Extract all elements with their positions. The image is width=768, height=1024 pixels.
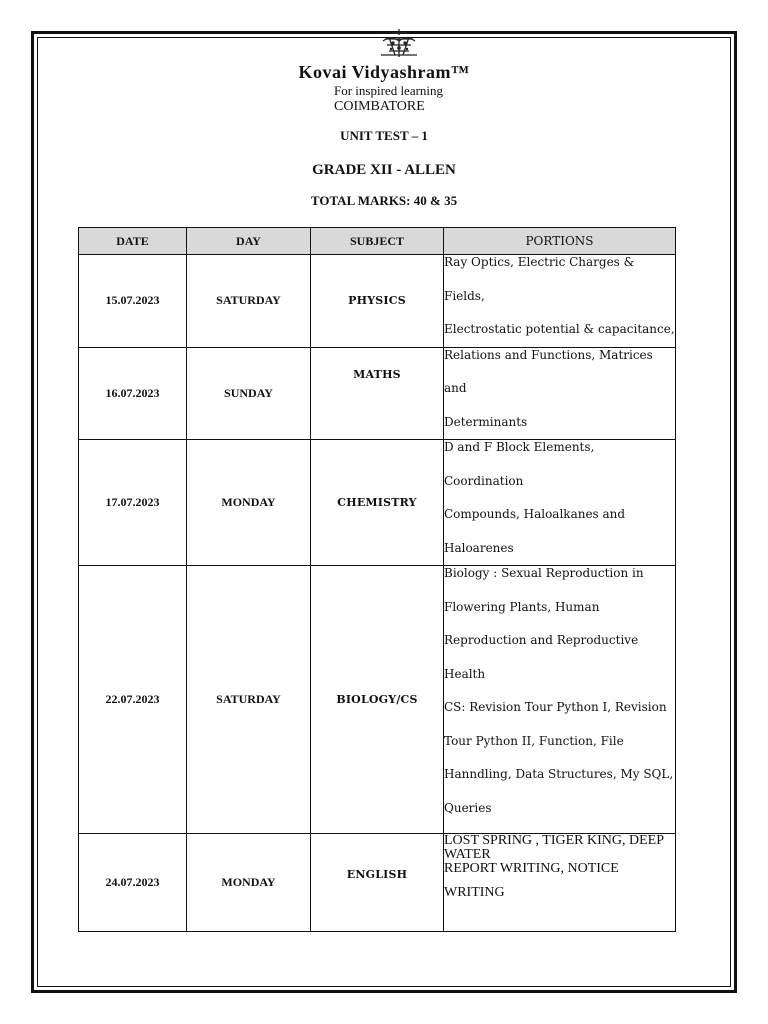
row-day: MONDAY	[187, 834, 311, 932]
portion-line: CS: Revision Tour Python I, Revision	[444, 700, 667, 714]
portion-line: Determinants	[444, 414, 528, 429]
row-day: MONDAY	[187, 440, 311, 566]
portion-line: WATER	[444, 847, 491, 862]
total-marks: TOTAL MARKS: 40 & 35	[310, 193, 458, 208]
row-day: SATURDAY	[187, 255, 311, 348]
row-portions	[444, 440, 676, 566]
table-row	[79, 566, 676, 834]
row-day: SUNDAY	[187, 347, 311, 440]
portion-line: Queries	[444, 800, 492, 815]
column-header-day: DAY	[187, 228, 311, 255]
row-subject: MATHS	[311, 347, 444, 440]
row-portions	[444, 347, 676, 440]
portion-line: Biology : Sexual Reproduction in	[444, 566, 644, 580]
row-date: 15.07.2023	[79, 255, 187, 348]
school-name: Kovai Vidyashram™	[298, 62, 470, 82]
portion-line: REPORT WRITING, NOTICE	[444, 861, 619, 876]
row-subject: BIOLOGY/CS	[311, 566, 444, 834]
table-row	[79, 834, 676, 932]
portion-line: Health	[444, 666, 486, 681]
test-title: UNIT TEST – 1	[340, 128, 428, 143]
column-header-subject: SUBJECT	[311, 228, 444, 255]
row-portions	[444, 255, 676, 348]
table-row	[79, 347, 676, 440]
school-city: COIMBATORE	[334, 99, 425, 114]
table-row	[79, 255, 676, 348]
school-tagline: For inspired learning	[334, 83, 444, 98]
portion-line: Compounds, Haloalkanes and	[444, 507, 626, 521]
portion-line: Ray Optics, Electric Charges & Fields,	[444, 255, 635, 303]
portion-line: Haloarenes	[444, 540, 514, 555]
portion-line: Relations and Functions, Matrices and	[444, 347, 653, 395]
row-date: 24.07.2023	[79, 834, 187, 932]
portion-line: Flowering Plants, Human	[444, 599, 600, 614]
grade-title: GRADE XII - ALLEN	[312, 162, 456, 178]
row-subject: PHYSICS	[311, 255, 444, 348]
column-header-portions: PORTIONS	[444, 228, 676, 255]
row-date: 17.07.2023	[79, 440, 187, 566]
portion-line: Reproduction and Reproductive	[444, 633, 639, 647]
table-row	[79, 440, 676, 566]
row-subject: ENGLISH	[311, 834, 444, 932]
row-portions	[444, 566, 676, 834]
exam-schedule-table	[78, 227, 676, 932]
row-portions	[444, 834, 676, 932]
portion-line: WRITING	[444, 885, 505, 900]
row-day: SATURDAY	[187, 566, 311, 834]
portion-line: Hanndling, Data Structures, My SQL,	[444, 767, 674, 781]
school-logo-icon	[377, 27, 421, 59]
row-date: 22.07.2023	[79, 566, 187, 834]
portion-line: Electrostatic potential & capacitance,	[444, 322, 675, 336]
portion-line: LOST SPRING , TIGER KING, DEEP	[444, 833, 664, 848]
row-date: 16.07.2023	[79, 347, 187, 440]
portion-line: Tour Python II, Function, File	[444, 733, 624, 748]
row-subject: CHEMISTRY	[311, 440, 444, 566]
column-header-date: DATE	[79, 228, 187, 255]
portion-line: D and F Block Elements, Coordination	[444, 440, 595, 488]
